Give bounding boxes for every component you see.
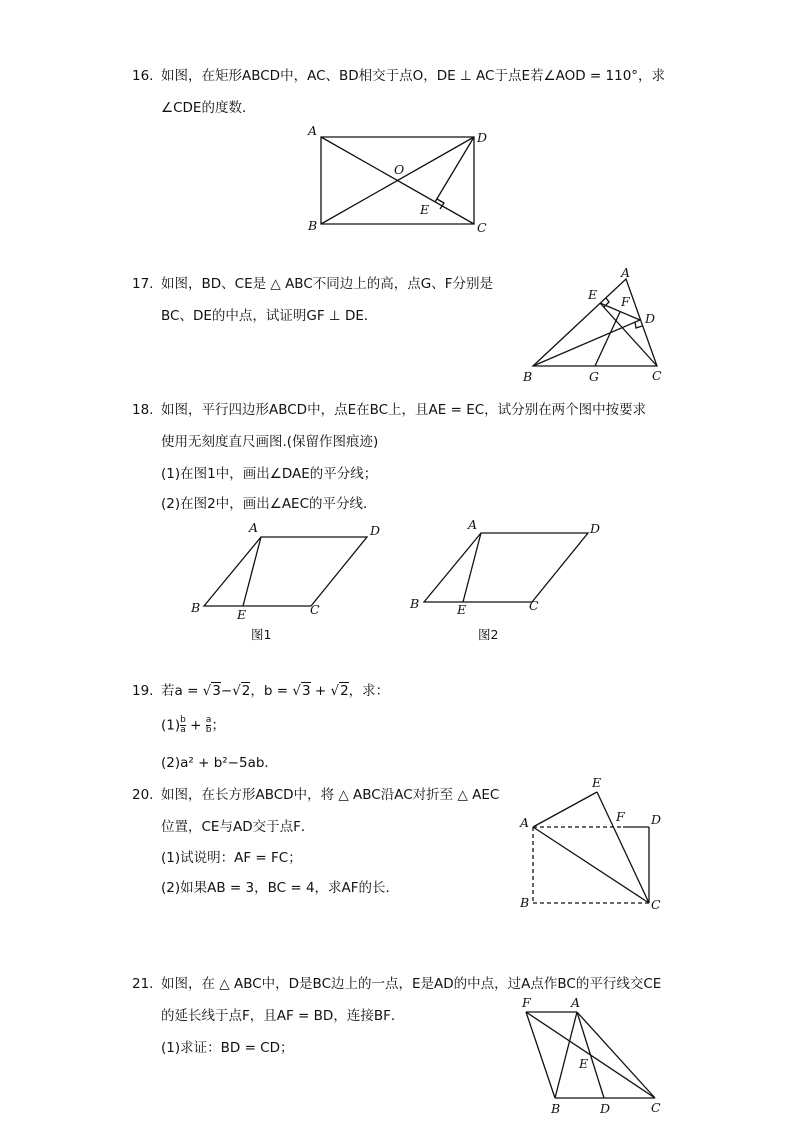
- q16-label-A: A: [308, 123, 318, 138]
- q20-text-line1: 如图，在长方形ABCD中，将 △ ABC沿AC对折至 △ AEC: [161, 787, 500, 803]
- q17-label-C: C: [652, 368, 662, 383]
- q21-label-B: B: [551, 1101, 561, 1116]
- q18-fig1-label-C: C: [310, 602, 320, 617]
- q17-figure-triangle: [520, 262, 670, 387]
- q17-label-E: E: [588, 287, 598, 302]
- q18-figure2-parallelogram: [405, 515, 615, 650]
- q20-label-D: D: [651, 812, 662, 827]
- q19-part2: (2)a² + b²−5ab．: [161, 755, 278, 771]
- q18-fig1-label-B: B: [191, 600, 201, 615]
- q18-number: 18.: [132, 402, 154, 418]
- q20-part1: (1)试说明：AF = FC；: [161, 850, 302, 866]
- q21-label-A: A: [571, 995, 581, 1010]
- q16-label-E: E: [420, 202, 430, 217]
- q21-part1: (1)求证：BD = CD；: [161, 1040, 294, 1056]
- q16-label-B: B: [308, 218, 318, 233]
- q16-figure-rectangle: [300, 120, 500, 240]
- q18-text-line2: 使用无刻度直尺画图.(保留作图痕迹): [161, 434, 379, 450]
- q18-fig2-label-E: E: [457, 602, 467, 617]
- q17-text-line2: BC、DE的中点，试证明GF ⊥ DE．: [161, 308, 378, 324]
- q18-fig1-caption: 图1: [251, 627, 272, 642]
- q21-text-line1: 如图，在 △ ABC中，D是BC边上的一点，E是AD的中点，过A点作BC的平行线交CE: [161, 976, 662, 992]
- q16-label-D: D: [477, 130, 488, 145]
- q17-label-D: D: [645, 311, 656, 326]
- q20-figure-folded-rectangle: [515, 770, 675, 920]
- q20-label-A: A: [520, 815, 530, 830]
- q18-fig2-label-C: C: [529, 598, 539, 613]
- q17-label-G: G: [589, 369, 599, 384]
- q19-text-line1: 若a = √3−√2，b = √3 + √2，求：: [161, 683, 390, 699]
- q18-fig2-label-D: D: [590, 521, 601, 536]
- q21-text-line2: 的延长线于点F，且AF = BD，连接BF．: [161, 1008, 405, 1024]
- q18-fig2-label-A: A: [468, 517, 478, 532]
- q21-figure-triangle: [515, 992, 675, 1123]
- q16-number: 16.: [132, 68, 154, 84]
- q20-label-C: C: [651, 897, 661, 912]
- q16-text-line1: 如图，在矩形ABCD中，AC、BD相交于点O，DE ⊥ AC于点E若∠AOD = 110°，求: [161, 68, 666, 84]
- q21-label-F: F: [522, 995, 531, 1010]
- q21-label-D: D: [600, 1101, 611, 1116]
- q18-fig1-label-A: A: [249, 520, 259, 535]
- q16-label-O: O: [394, 162, 405, 177]
- q18-fig1-label-D: D: [370, 523, 381, 538]
- q17-text-line1: 如图，BD、CE是 △ ABC不同边上的高，点G、F分别是: [161, 276, 493, 292]
- q17-number: 17.: [132, 276, 154, 292]
- q18-part2: (2)在图2中，画出∠AEC的平分线．: [161, 496, 377, 512]
- q20-part2: (2)如果AB = 3，BC = 4，求AF的长．: [161, 880, 400, 896]
- q19-part1: (1) $\frac{b}{a}$ + $\frac{a}{b}$ ；: [161, 715, 225, 735]
- q21-label-E: E: [579, 1056, 589, 1071]
- q21-number: 21.: [132, 976, 154, 992]
- q17-label-B: B: [523, 369, 533, 384]
- q20-number: 20.: [132, 787, 154, 803]
- q17-label-F: F: [621, 294, 630, 309]
- q18-text-line1: 如图，平行四边形ABCD中，点E在BC上，且AE = EC，试分别在两个图中按要求: [161, 402, 647, 418]
- q18-fig2-caption: 图2: [478, 627, 499, 642]
- q21-label-C: C: [651, 1100, 661, 1115]
- q20-label-B: B: [520, 895, 530, 910]
- q20-text-line2: 位置，CE与AD交于点F．: [161, 819, 315, 835]
- q18-fig2-label-B: B: [410, 596, 420, 611]
- q20-label-E: E: [592, 775, 602, 790]
- q16-label-C: C: [477, 220, 487, 235]
- q16-text-line2: ∠CDE的度数．: [161, 100, 256, 116]
- q18-fig1-label-E: E: [237, 607, 247, 622]
- q18-part1: (1)在图1中，画出∠DAE的平分线；: [161, 466, 378, 482]
- q18-figure1-parallelogram: [185, 515, 395, 650]
- q17-label-A: A: [621, 265, 631, 280]
- q19-number: 19.: [132, 683, 154, 699]
- q20-label-F: F: [616, 809, 625, 824]
